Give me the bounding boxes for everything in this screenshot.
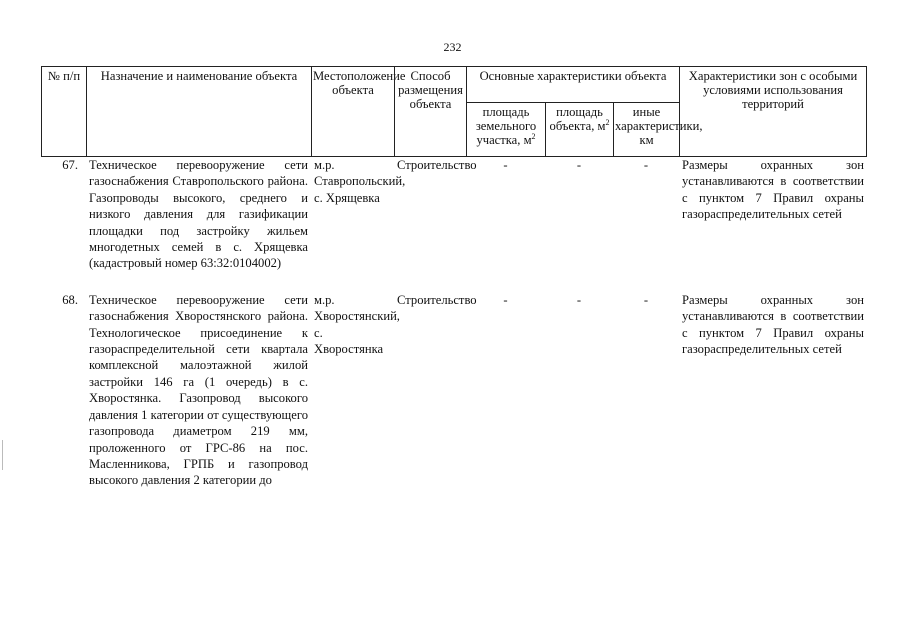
page-number: 232 [443, 40, 462, 54]
row-68-zones: Размеры охранных зон устанавливаются в соответствии с пунктом 7 Правил охраны газораспределительных сетей [682, 292, 864, 357]
header-num: № п/п [41, 66, 86, 157]
row-68-other: - [643, 292, 649, 307]
row-67-method: Строительство [397, 158, 477, 172]
row-68-num: 68. [62, 292, 78, 307]
row-68-location: м.р. Хворостянский, с. Хворостянка [314, 292, 400, 357]
header-area-land [466, 102, 545, 157]
header-area-object [545, 102, 613, 157]
objects-table [41, 66, 867, 489]
row-67-area-object: - [576, 158, 582, 172]
row-68-area-object: - [576, 292, 582, 307]
header-method: Способ размещения объекта [394, 66, 466, 157]
row-67-area-land: - [503, 158, 508, 172]
header-area-object-label: площадь объекта, м [549, 105, 606, 133]
header-location: Местоположение объекта [311, 66, 394, 157]
row-67-location: м.р. Ставропольский, с. Хрящевка [314, 158, 406, 205]
header-area-land-label: площадь земельного участка, м [475, 105, 537, 147]
row-gap [41, 272, 867, 292]
row-68-method: Строительство [397, 292, 477, 307]
header-area-object-sup: 2 [605, 117, 610, 127]
row-67-num: 67. [62, 158, 78, 172]
scan-margin-mark [2, 440, 3, 470]
row-68-area-land: - [503, 292, 508, 307]
row-67-zones: Размеры охранных зон устанавливаются в соответствии с пунктом 7 Правил охраны газораспределительных сетей [682, 158, 864, 222]
row-67-other: - [643, 158, 649, 172]
row-68-name: Техническое перевооружение сети газоснабжения Хворостянского района. Технологическое присоединение к газораспределительной сети квартала комплексной малоэтажной жилой застройки 146 га (1 очередь) в с. Хворостянка. Газопровод высокого давления 1 категории от существующего газопровода диаметром 219 мм, проложенного от ГРС-86 на пос. Масленникова, ГРПБ и газопровод высокого давления 2 категории до [89, 292, 308, 488]
header-zones: Характеристики зон с особыми условиями использования территорий [679, 66, 867, 157]
header-name: Назначение и наименование объекта [86, 66, 311, 157]
header-area-land-sup: 2 [531, 131, 536, 141]
header-other: иные характеристики, км [613, 102, 679, 157]
row-67-name: Техническое перевооружение сети газоснабжения Ставропольского района. Газопроводы высокого, среднего и низкого давления для газификации площадки под застройку жильем многодетных семей в с. Хрящевка (кадастровый номер 63:32:0104002) [89, 158, 308, 271]
header-main-characteristics: Основные характеристики объекта [466, 66, 679, 102]
